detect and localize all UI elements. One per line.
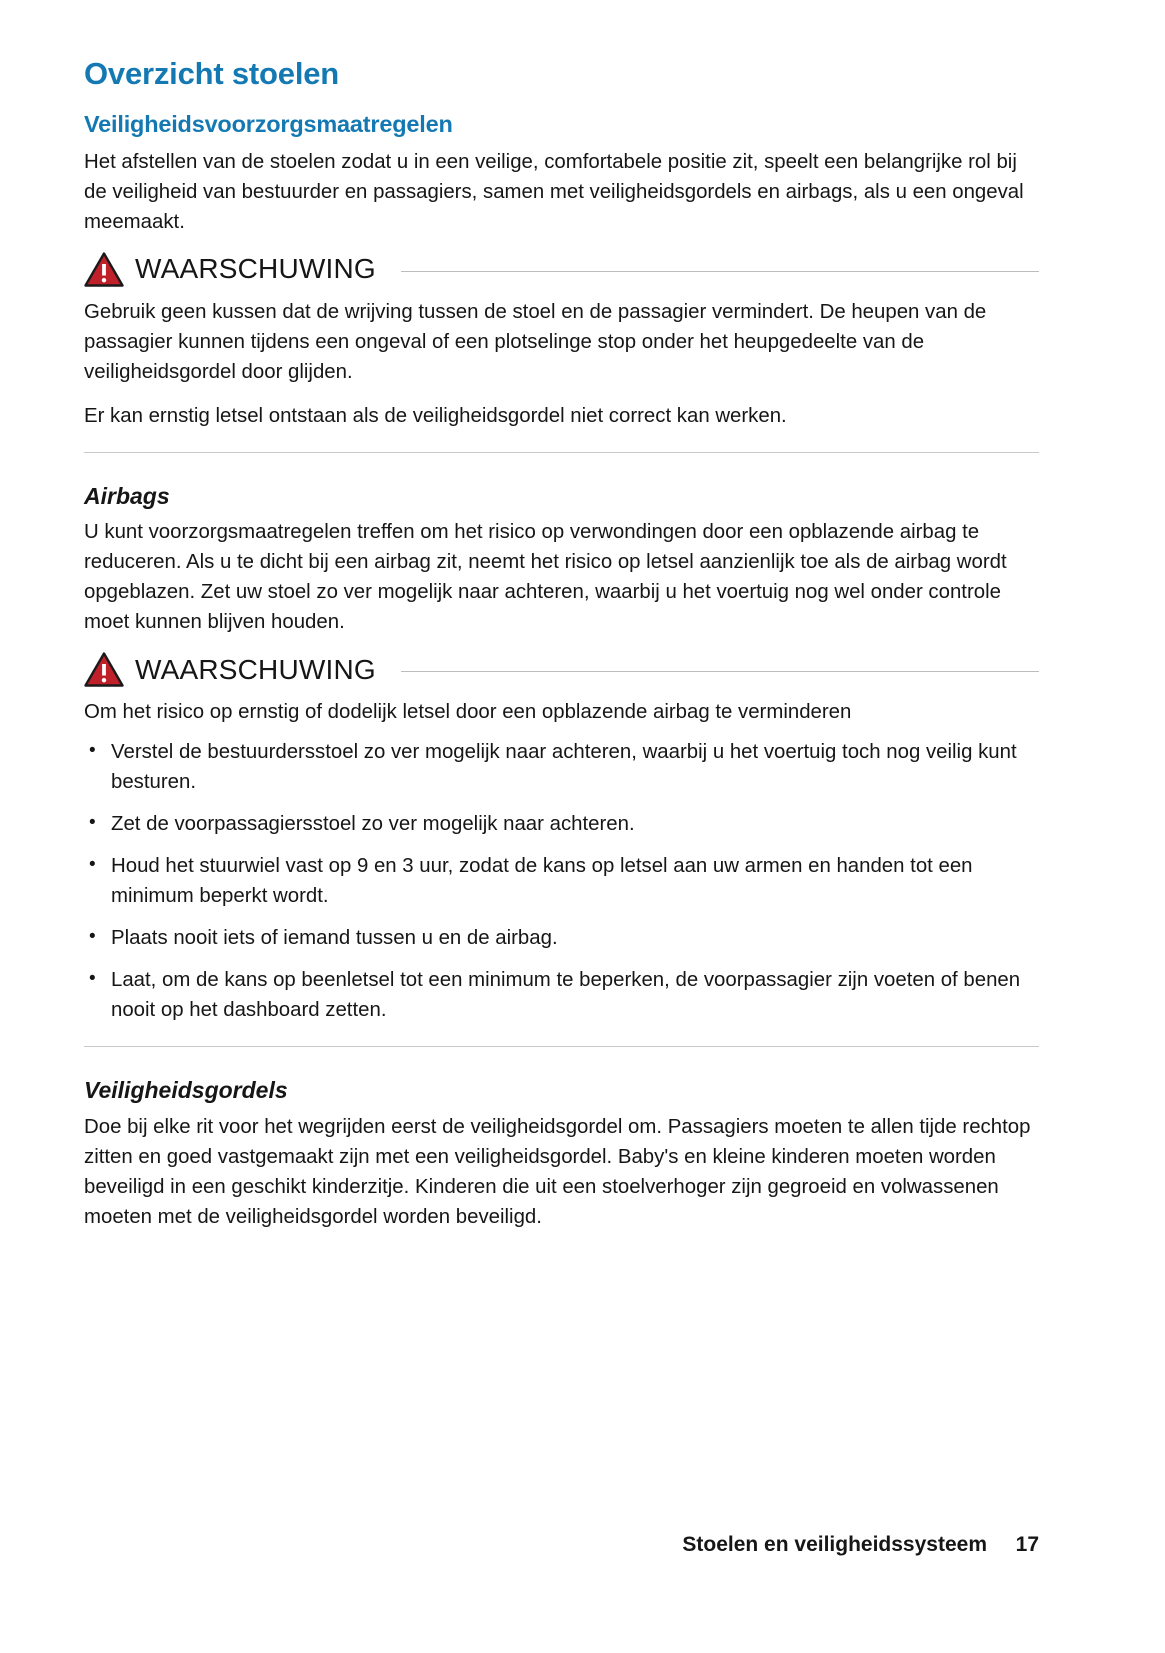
page-title: Overzicht stoelen bbox=[84, 56, 340, 91]
warning-banner-2 bbox=[84, 652, 1039, 687]
page-footer bbox=[84, 1533, 1039, 1557]
list-item: • Houd het stuurwiel vast op 9 en 3 uur, zodat de kans op letsel aan uw armen en handen tot een minimum beperkt wordt. bbox=[84, 852, 1039, 912]
airbags-heading: Airbags bbox=[84, 482, 170, 509]
list-item: • Zet de voorpassagiersstoel zo ver mogelijk naar achteren. bbox=[84, 810, 1039, 840]
airbags-paragraph: U kunt voorzorgsmaatregelen treffen om het risico op verwondingen door een opblazende airbag te reduceren. Als u te dicht bij een airbag zit, neemt het risico op letsel aanzienlijk toe als de airbag wordt opgeblazen. Zet uw stoel zo ver mogelijk naar achteren, waarbij u het voertuig nog wel onder controle moet kunnen blijven houden. bbox=[84, 521, 1007, 634]
warning-divider bbox=[401, 271, 1039, 272]
warning-triangle-icon bbox=[84, 652, 124, 687]
seatbelts-heading: Veiligheidsgordels bbox=[84, 1077, 288, 1104]
spacer bbox=[84, 1047, 1039, 1077]
warning-label: WAARSCHUWING bbox=[135, 253, 376, 285]
section-subtitle: Veiligheidsvoorzorgsmaatregelen bbox=[84, 110, 453, 137]
warning-1-paragraph-1: Gebruik geen kussen dat de wrijving tussen de stoel en de passagier vermindert. De heupen van de passagier kunnen tijdens een ongeval of een plotselinge stop onder het heupgedeelte van de veiligheidsgordel door glijden. bbox=[84, 300, 987, 383]
warning-2-bullet-list bbox=[84, 738, 1039, 1026]
list-item: • Verstel de bestuurdersstoel zo ver mogelijk naar achteren, waarbij u het voertuig toch nog veilig kunt besturen. bbox=[84, 738, 1039, 798]
footer-chapter-title: Stoelen en veiligheidssysteem bbox=[682, 1533, 987, 1556]
spacer bbox=[84, 453, 1039, 483]
list-item: • Plaats nooit iets of iemand tussen u en de airbag. bbox=[84, 924, 1039, 954]
warning-1-paragraph-2: Er kan ernstig letsel ontstaan als de veiligheidsgordel niet correct kan werken. bbox=[84, 404, 787, 427]
warning-label: WAARSCHUWING bbox=[135, 653, 376, 685]
warning-triangle-icon bbox=[84, 252, 124, 287]
seatbelts-paragraph: Doe bij elke rit voor het wegrijden eerst de veiligheidsgordel om. Passagiers moeten te allen tijde rechtop zitten en goed vastgemaakt zijn met een veiligheidsgordel. Baby's en kleine kinderen moeten worden beveiligd in een geschikt kinderzitje. Kinderen die uit een stoelverhoger zijn gegroeid en volwassenen moeten met de veiligheidsgordel worden beveiligd. bbox=[84, 1115, 1031, 1228]
list-item: • Laat, om de kans op beenletsel tot een minimum te beperken, de voorpassagier zijn voeten of benen nooit op het dashboard zetten. bbox=[84, 966, 1039, 1026]
warning-2-lead: Om het risico op ernstig of dodelijk letsel door een opblazende airbag te verminderen bbox=[84, 701, 852, 724]
warning-banner-1 bbox=[84, 252, 1039, 287]
warning-divider bbox=[401, 671, 1039, 672]
footer-page-number: 17 bbox=[1015, 1533, 1039, 1556]
intro-paragraph: Het afstellen van de stoelen zodat u in een veilige, comfortabele positie zit, speelt een belangrijke rol bij de veiligheid van bestuurder en passagiers, samen met veiligheidsgordels en airbags, als u een ongeval meemaakt. bbox=[84, 150, 1024, 233]
